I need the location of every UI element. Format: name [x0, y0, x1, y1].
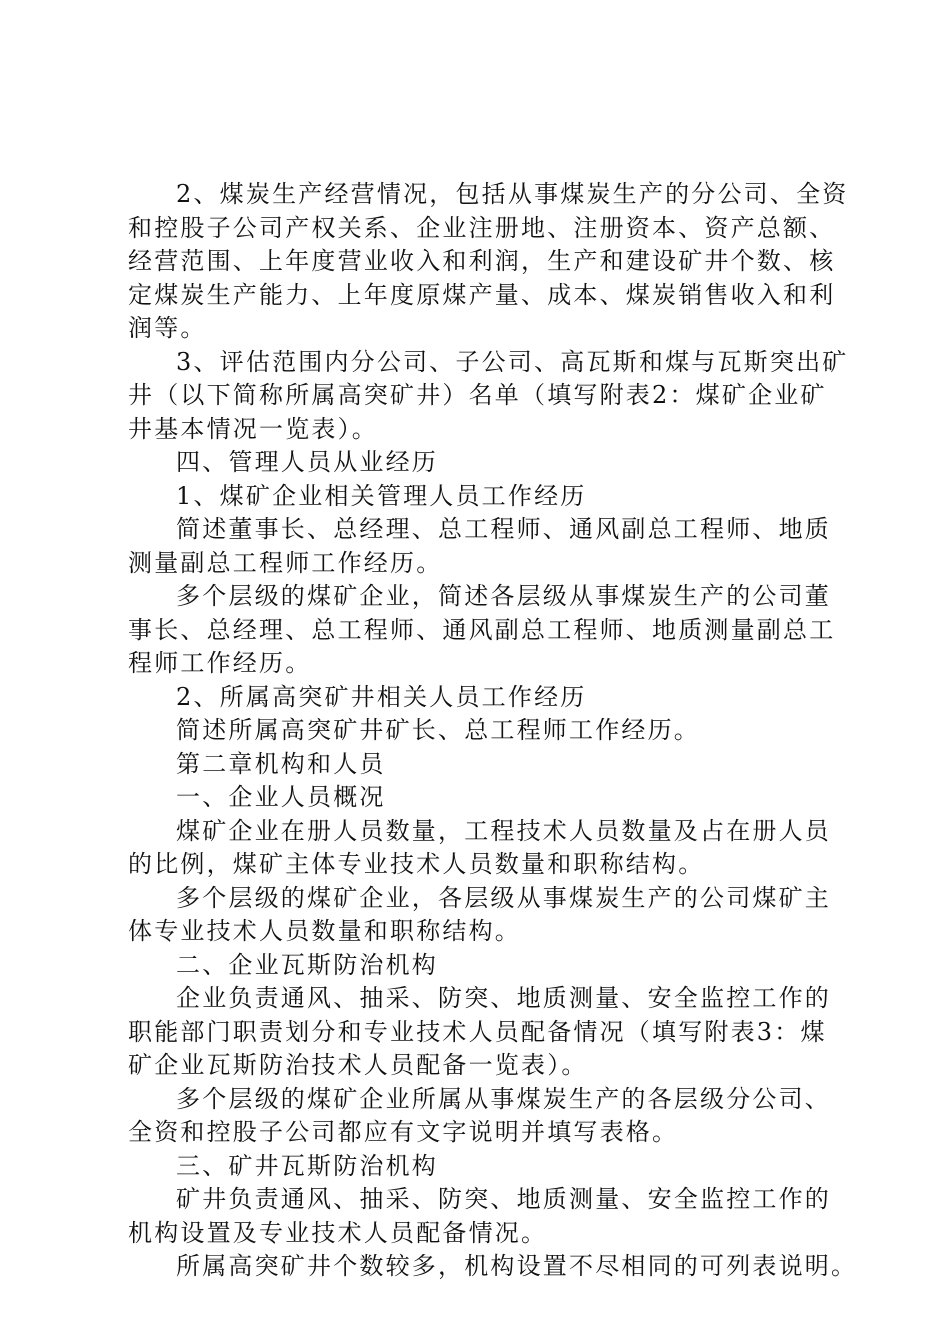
- text-line: 矿企业瓦斯防治技术人员配备一览表）。: [128, 1051, 588, 1079]
- text-line: 多个层级的煤矿企业所属从事煤炭生产的各层级分公司、: [176, 1084, 831, 1113]
- text-line: 矿井负责通风、抽采、防突、地质测量、安全监控工作的: [176, 1185, 831, 1213]
- text-line: 简述所属高突矿井矿长、总工程师工作经历。: [176, 716, 700, 744]
- text-line: 的比例，煤矿主体专业技术人员数量和职称结构。: [128, 850, 705, 878]
- text-line: 井基本情况一览表）。: [128, 414, 378, 443]
- text-line: 经营范围、上年度营业收入和利润，生产和建设矿井个数、核: [128, 247, 836, 275]
- text-line: 第二章机构和人员: [176, 749, 386, 778]
- text-line: 体专业技术人员数量和职称结构。: [128, 917, 521, 945]
- text-line: 程师工作经历。: [128, 649, 312, 677]
- text-line: 机构设置及专业技术人员配备情况。: [128, 1218, 548, 1247]
- text-line: 四、管理人员从业经历: [176, 448, 438, 476]
- document-body: [128, 178, 858, 1284]
- text-line: 多个层级的煤矿企业，各层级从事煤炭生产的公司煤矿主: [176, 883, 831, 912]
- text-line: 一、企业人员概况: [176, 783, 386, 811]
- text-line: 煤矿企业在册人员数量，工程技术人员数量及占在册人员: [176, 816, 831, 845]
- text-line: 井（以下简称所属高突矿井）名单（填写附表2：煤矿企业矿: [128, 381, 827, 409]
- text-line: 三、矿井瓦斯防治机构: [176, 1151, 438, 1180]
- text-line: 全资和控股子公司都应有文字说明并填写表格。: [128, 1118, 679, 1146]
- text-line: 所属高突矿井个数较多，机构设置不尽相同的可列表说明。: [176, 1252, 858, 1280]
- text-line: 多个层级的煤矿企业，简述各层级从事煤炭生产的公司董: [176, 582, 831, 610]
- text-line: 3、评估范围内分公司、子公司、高瓦斯和煤与瓦斯突出矿: [176, 347, 849, 376]
- text-line: 企业负责通风、抽采、防突、地质测量、安全监控工作的: [176, 984, 831, 1012]
- text-line: 2、所属高突矿井相关人员工作经历: [176, 682, 587, 711]
- text-line: 1、煤矿企业相关管理人员工作经历: [176, 481, 587, 510]
- text-line: 测量副总工程师工作经历。: [128, 548, 443, 577]
- text-line: 事长、总经理、总工程师、通风副总工程师、地质测量副总工: [128, 615, 836, 644]
- text-line: 二、企业瓦斯防治机构: [176, 950, 438, 979]
- text-line: 2、煤炭生产经营情况，包括从事煤炭生产的分公司、全资: [176, 180, 849, 208]
- text-line: 职能部门职责划分和专业技术人员配备情况（填写附表3：煤: [128, 1017, 827, 1046]
- text-line: 定煤炭生产能力、上年度原煤产量、成本、煤炭销售收入和利: [128, 280, 836, 309]
- text-line: 润等。: [128, 314, 207, 342]
- text-line: 简述董事长、总经理、总工程师、通风副总工程师、地质: [176, 515, 831, 543]
- text-line: 和控股子公司产权关系、企业注册地、注册资本、资产总额、: [128, 213, 836, 242]
